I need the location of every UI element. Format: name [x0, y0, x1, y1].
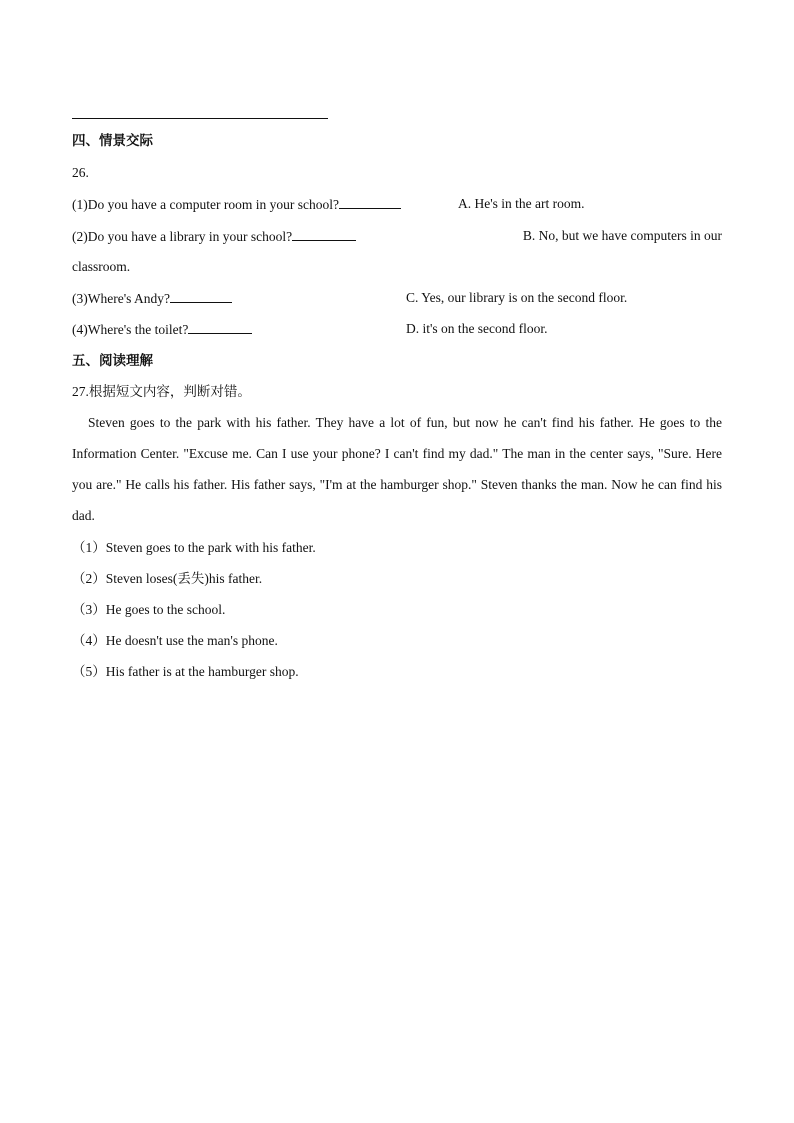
statement-number: （1）: [72, 540, 106, 555]
statement-text: Steven loses(丢失)his father.: [105, 571, 263, 586]
dialog-item-1: [72, 195, 722, 213]
answer-blank[interactable]: [292, 227, 356, 241]
section-heading-5: 五、阅读理解: [72, 353, 153, 369]
item-number: (1): [72, 197, 88, 212]
statement-text: His father is at the hamburger shop.: [105, 664, 299, 679]
statement-1: [72, 539, 316, 557]
question-text: Do you have a library in your school?: [87, 229, 293, 244]
statement-3: [72, 601, 225, 619]
dialog-answer-d: D. it's on the second floor.: [406, 321, 548, 336]
question-text: Do you have a computer room in your school?: [87, 197, 339, 212]
item-number: (2): [72, 229, 88, 244]
answer-blank[interactable]: [170, 289, 232, 303]
statement-text: He doesn't use the man's phone.: [105, 633, 278, 648]
dialog-answer-b: B. No, but we have computers in our: [522, 228, 722, 243]
question-number-26: 26.: [72, 165, 89, 180]
dialog-item-3: [72, 289, 722, 307]
statement-text: Steven goes to the park with his father.: [105, 540, 316, 555]
dialog-question-1: [72, 195, 401, 214]
statement-5: [72, 663, 299, 681]
dialog-question-2: [72, 227, 356, 246]
answer-blank[interactable]: [339, 195, 401, 209]
dialog-question-3: [72, 289, 232, 308]
answer-blank[interactable]: [188, 320, 252, 334]
dialog-answer-a: A. He's in the art room.: [458, 196, 585, 211]
statement-number: （3）: [72, 602, 106, 617]
item-number: (4): [72, 322, 88, 337]
statement-number: （5）: [72, 664, 106, 679]
section-heading-4: 四、情景交际: [72, 133, 153, 149]
question-text: Where's Andy?: [87, 291, 171, 306]
dialog-answer-b-continued: classroom.: [72, 259, 131, 274]
reading-instruction: 27.根据短文内容，判断对错。: [72, 384, 251, 399]
statement-number: （4）: [72, 633, 106, 648]
statement-text: He goes to the school.: [105, 602, 226, 617]
answer-line: [72, 118, 328, 119]
statement-4: [72, 632, 278, 650]
dialog-question-4: [72, 320, 252, 339]
passage-text: Steven goes to the park with his father. They have a lot of fun, but now he can't find his father. He goes to the Information Center. "Excuse me. Can I use your phone? I can't find my dad." The man in the center says, "Sure. Here you are." He calls his father. His father says, "I'm at the hamburger shop." Steven thanks the man. Now he can find his dad.: [72, 415, 722, 523]
dialog-answer-c: C. Yes, our library is on the second floor.: [406, 290, 628, 305]
dialog-item-4: [72, 320, 722, 338]
question-text: Where's the toilet?: [87, 322, 189, 337]
statement-number: （2）: [72, 571, 106, 586]
reading-passage: [72, 407, 722, 531]
statement-2: [72, 570, 262, 588]
dialog-item-2: [72, 227, 722, 246]
item-number: (3): [72, 291, 88, 306]
